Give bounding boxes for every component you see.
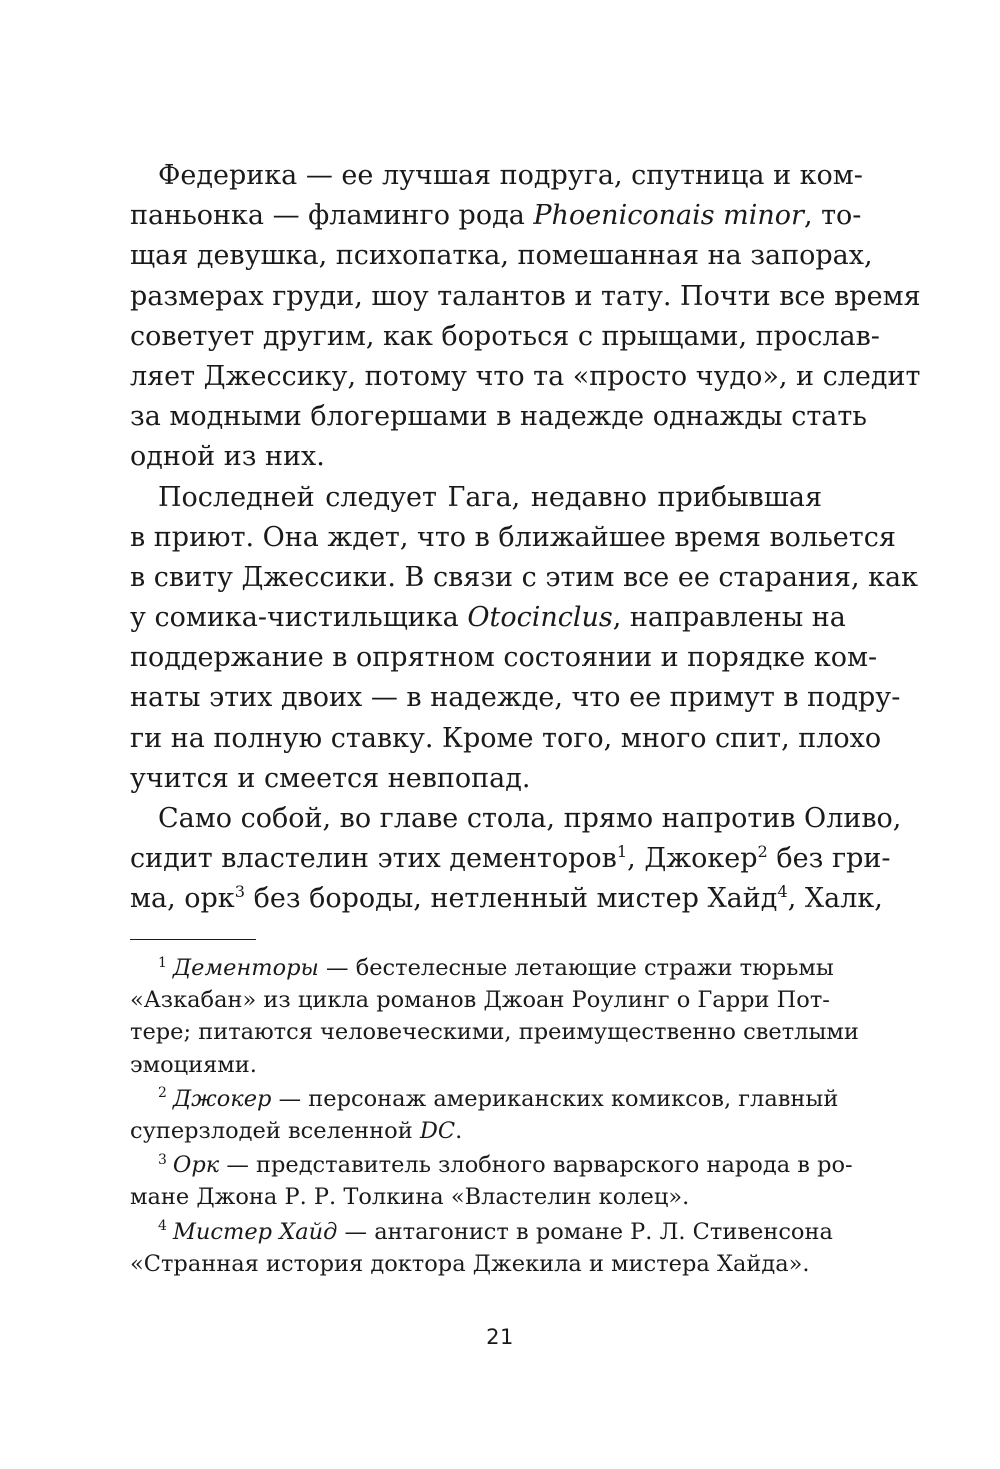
footnote-line bbox=[130, 1115, 822, 1147]
italic-run: Phoeniconais minor bbox=[533, 200, 804, 232]
text-run: суперзлодей вселенной bbox=[130, 1117, 420, 1144]
text-run: паньонка — фламинго рода bbox=[130, 200, 534, 232]
text-run: — бестелесные летающие стражи тюрьмы bbox=[318, 955, 834, 981]
footnote-ref: 2 bbox=[757, 842, 768, 862]
text-line bbox=[130, 156, 863, 196]
footnote-line bbox=[130, 1149, 853, 1181]
footnote-separator bbox=[130, 939, 256, 940]
text-run: поддержание в опрятном состоянии и порядке ком- bbox=[130, 642, 878, 674]
text-run: Последней следует Гага, недавно прибывшая bbox=[158, 481, 822, 513]
text-line bbox=[130, 638, 878, 678]
text-run: за модными блогершами в надежде однажды стать bbox=[130, 401, 868, 433]
italic-run: Otocinclus bbox=[467, 602, 613, 634]
text-run: эмоциями. bbox=[130, 1051, 257, 1078]
text-run: ги на полную ставку. Кроме того, много спит, плохо bbox=[130, 722, 882, 754]
text-run: ма, орк bbox=[130, 883, 235, 915]
italic-run: Джокер bbox=[172, 1085, 272, 1112]
text-line bbox=[130, 236, 873, 276]
text-run: без бороды, нетленный мистер Хайд bbox=[245, 883, 778, 915]
text-run: , Джокер bbox=[627, 843, 758, 875]
text-line bbox=[130, 839, 891, 879]
paragraph bbox=[130, 478, 918, 800]
text-run: сидит властелин этих дементоров bbox=[130, 843, 617, 875]
text-run: , направлены на bbox=[612, 602, 846, 634]
text-run: Само собой, во главе стола, прямо напротив Оливо, bbox=[158, 803, 902, 834]
text-run: мане Джона Р. Р. Толкина «Властелин колец». bbox=[130, 1184, 690, 1211]
text-run: размерах груди, шоу талантов и тату. Почти все время bbox=[130, 280, 921, 312]
text-run: — персонаж американских комиксов, главный bbox=[271, 1085, 839, 1112]
text-line bbox=[130, 317, 880, 357]
footnote-ref: 3 bbox=[234, 882, 245, 902]
text-run: «Странная история доктора Джекила и мистера Хайда». bbox=[130, 1250, 810, 1277]
text-line bbox=[130, 678, 901, 718]
paragraph bbox=[130, 799, 902, 920]
italic-run: Дементоры bbox=[172, 955, 319, 981]
text-line bbox=[130, 478, 822, 518]
italic-run: Орк bbox=[172, 1152, 220, 1179]
text-run: — представитель злобного варварского народа в ро- bbox=[219, 1152, 853, 1179]
footnotes bbox=[130, 952, 859, 1282]
italic-run: DC bbox=[419, 1117, 456, 1144]
text-run: , Халк, bbox=[787, 883, 883, 915]
text-run: в приют. Она ждет, что в ближайшее время вольется bbox=[130, 521, 896, 553]
paragraph bbox=[130, 156, 921, 478]
text-line bbox=[130, 558, 918, 598]
italic-run: Мистер Хайд bbox=[172, 1218, 338, 1245]
text-line bbox=[130, 397, 868, 437]
footnote-line bbox=[130, 1181, 822, 1213]
footnote-line bbox=[130, 984, 830, 1016]
text-run: у сомика-чистильщика bbox=[130, 602, 468, 634]
footnote-number: 3 bbox=[158, 1151, 167, 1168]
text-run: — антагонист в романе Р. Л. Стивенсона bbox=[337, 1218, 833, 1245]
text-run: «Азкабан» из цикла романов Джоан Роулинг о Гарри Пот- bbox=[130, 987, 830, 1014]
text-run: Федерика — ее лучшая подруга, спутница и ком- bbox=[158, 160, 863, 191]
footnote bbox=[130, 952, 859, 1081]
text-run: одной из них. bbox=[130, 441, 325, 473]
footnote-number: 4 bbox=[158, 1218, 167, 1234]
text-run: тере; питаются человеческими, преимущественно светлыми bbox=[130, 1019, 859, 1046]
text-line bbox=[130, 518, 896, 558]
footnote bbox=[130, 1149, 853, 1213]
footnote-number: 1 bbox=[158, 954, 167, 971]
footnote-ref: 1 bbox=[616, 842, 628, 862]
text-run: учится и смеется невпопад. bbox=[130, 762, 531, 794]
footnote-line bbox=[130, 1216, 833, 1248]
footnote-line bbox=[130, 1083, 839, 1115]
text-line bbox=[130, 196, 862, 236]
footnote-line bbox=[130, 1049, 822, 1081]
text-line bbox=[130, 437, 822, 477]
text-run: , то- bbox=[803, 200, 862, 232]
main-text bbox=[130, 156, 921, 920]
footnote-line bbox=[130, 1248, 822, 1280]
text-run: в свиту Джессики. В связи с этим все ее старания, как bbox=[130, 561, 918, 593]
footnote bbox=[130, 1083, 839, 1147]
page-number: 21 bbox=[486, 1325, 514, 1349]
footnote-ref: 4 bbox=[777, 882, 788, 902]
text-run: советует другим, как бороться с прыщами, прослав- bbox=[130, 320, 880, 352]
footnote bbox=[130, 1216, 833, 1280]
text-line bbox=[130, 357, 921, 397]
text-line bbox=[130, 277, 921, 317]
text-run: . bbox=[455, 1117, 463, 1144]
text-line bbox=[130, 719, 882, 759]
text-line bbox=[130, 879, 883, 919]
text-run: наты этих двоих — в надежде, что ее примут в подру- bbox=[130, 682, 901, 714]
text-run: щая девушка, психопатка, помешанная на запорах, bbox=[130, 240, 873, 272]
footnote-line bbox=[130, 1016, 859, 1048]
text-run: без гри- bbox=[767, 843, 891, 875]
text-run: ляет Джессику, потому что та «просто чудо», и следит bbox=[130, 360, 921, 392]
footnote-number: 2 bbox=[158, 1085, 167, 1102]
text-line bbox=[130, 799, 902, 839]
footnote-line bbox=[130, 952, 834, 984]
text-line bbox=[130, 759, 822, 799]
text-line bbox=[130, 598, 846, 638]
